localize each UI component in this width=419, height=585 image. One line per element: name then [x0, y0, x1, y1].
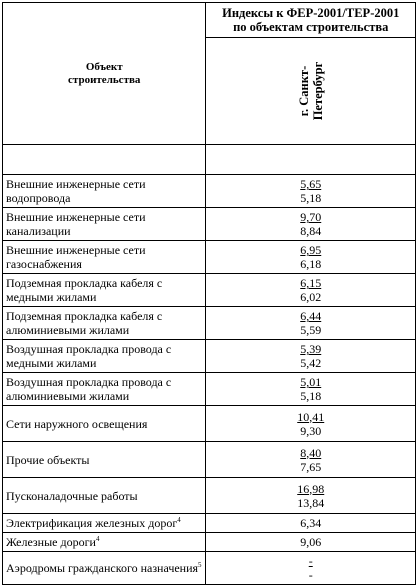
- object-name: Внешние инженерные сети водопровода: [3, 175, 206, 208]
- table-row: [3, 307, 416, 340]
- object-column-header: [3, 3, 206, 145]
- price-index-table: [2, 2, 416, 585]
- index-value-1: 6,95: [300, 243, 322, 257]
- spacer-cell: [3, 145, 206, 175]
- index-value-1: 6,15: [300, 276, 322, 290]
- region-column-label: г. Санкт-Петербург: [296, 61, 325, 121]
- object-name: Железные дороги$^4$: [3, 533, 206, 552]
- index-value-2: 5,59: [300, 323, 322, 337]
- object-name: Аэродромы гражданского назначения$^5$: [3, 552, 206, 585]
- table-row: [3, 373, 416, 406]
- index-value-2: 5,18: [300, 191, 322, 205]
- index-values: [206, 241, 416, 274]
- index-value-1: -: [308, 554, 313, 568]
- object-column-header-text: Объект строительства: [68, 60, 141, 86]
- indices-header: [206, 3, 416, 38]
- index-value-2: 7,65: [300, 459, 322, 474]
- index-value-2: 6,02: [300, 290, 322, 304]
- object-name: Подземная прокладка кабеля с алюминиевыми жилами: [3, 307, 206, 340]
- table-row: [3, 442, 416, 478]
- index-value-1: 5,01: [300, 375, 322, 389]
- index-values: [206, 274, 416, 307]
- index-values: [206, 406, 416, 442]
- object-name: Внешние инженерные сети канализации: [3, 208, 206, 241]
- region-column-header: [206, 38, 416, 145]
- index-values: [206, 373, 416, 406]
- index-value: 9,06: [206, 533, 416, 552]
- index-value-1: 5,65: [300, 177, 322, 191]
- table-row: [3, 208, 416, 241]
- table-row: [3, 241, 416, 274]
- index-value-2: 5,42: [300, 356, 322, 370]
- index-value-2: -: [308, 568, 313, 582]
- object-name: Внешние инженерные сети газоснабжения: [3, 241, 206, 274]
- table-row: [3, 478, 416, 514]
- table-row: [3, 406, 416, 442]
- index-values: [206, 442, 416, 478]
- index-values: [206, 552, 416, 585]
- index-value-2: 6,18: [300, 257, 322, 271]
- index-value-1: 9,70: [300, 210, 322, 224]
- object-name: Электрификация железных дорог$^4$: [3, 514, 206, 533]
- object-name: Пусконаладочные работы: [3, 478, 206, 514]
- index-value-1: 6,44: [300, 309, 322, 323]
- index-value-2: 8,84: [300, 224, 322, 238]
- index-value-2: 9,30: [300, 423, 322, 438]
- index-value-1: 10,41: [297, 409, 325, 424]
- index-values: [206, 307, 416, 340]
- index-value-2: 13,84: [297, 495, 325, 510]
- table-row: [3, 340, 416, 373]
- table-row: [3, 533, 416, 552]
- footnote-marker: 4: [177, 516, 181, 524]
- index-value: 6,34: [206, 514, 416, 533]
- table-row: [3, 175, 416, 208]
- spacer-cell: [206, 145, 416, 175]
- table-row: [3, 552, 416, 585]
- table-row: [3, 274, 416, 307]
- footnote-marker: 4: [95, 535, 100, 543]
- index-values: [206, 340, 416, 373]
- index-values: [206, 208, 416, 241]
- table-row: [3, 514, 416, 533]
- index-value-1: 5,39: [300, 342, 322, 356]
- object-name: Воздушная прокладка провода с медными жилами: [3, 340, 206, 373]
- index-value-1: 8,40: [300, 445, 322, 460]
- index-value-1: 16,98: [297, 481, 325, 496]
- index-value-2: 5,18: [300, 389, 322, 403]
- object-name: Сети наружного освещения: [3, 406, 206, 442]
- indices-header-text: Индексы к ФЕР-2001/ТЕР-2001 по объектам строительства: [222, 6, 400, 34]
- object-name: Воздушная прокладка провода с алюминиевыми жилами: [3, 373, 206, 406]
- footnote-marker: 5: [198, 561, 202, 569]
- object-name: Подземная прокладка кабеля с медными жилами: [3, 274, 206, 307]
- object-name: Прочие объекты: [3, 442, 206, 478]
- index-values: [206, 478, 416, 514]
- index-values: [206, 175, 416, 208]
